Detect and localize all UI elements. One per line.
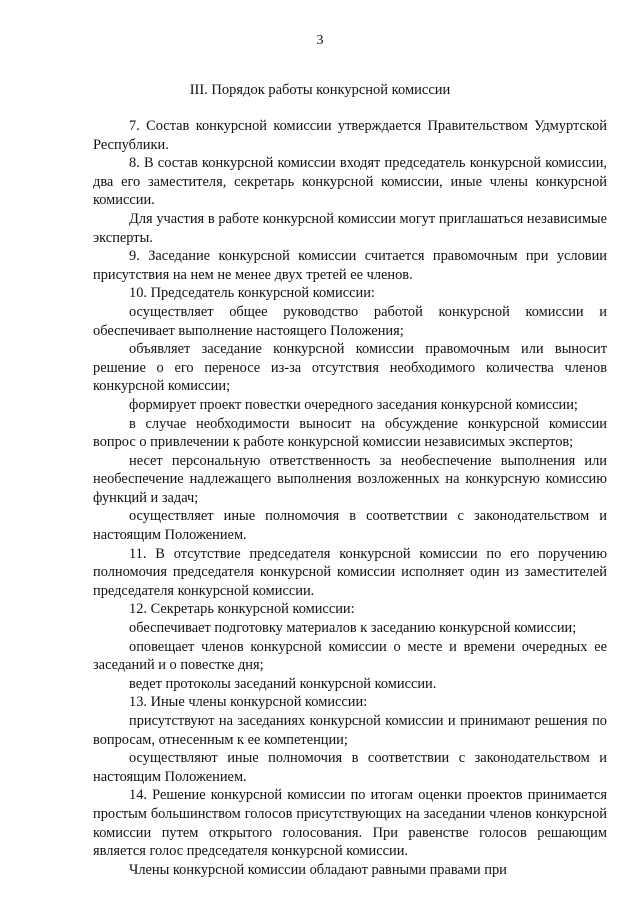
- paragraph-10-item-1: осуществляет общее руководство работой конкурсной комиссии и обеспечивает выполнение настоящего Положения;: [93, 303, 607, 339]
- paragraph-8: 8. В состав конкурсной комиссии входят председатель конкурсной комиссии, два его заместителя, секретарь конкурсной комиссии, иные члены конкурсной комиссии.: [93, 155, 607, 209]
- paragraph-10-item-5: несет персональную ответственность за необеспечение выполнения или необеспечение надлежащего выполнения возложенных на конкурсную комиссию функций и задач;: [93, 452, 607, 506]
- paragraph-13-item-2: осуществляют иные полномочия в соответствии с законодательством и настоящим Положением.: [93, 750, 607, 785]
- section-title: III. Порядок работы конкурсной комиссии: [189, 82, 451, 98]
- paragraph-10-item-6: осуществляет иные полномочия в соответствии с законодательством и настоящим Положением.: [93, 508, 607, 544]
- paragraph-9: 9. Заседание конкурсной комиссии считается правомочным при условии присутствия на нем не менее двух третей ее членов.: [93, 248, 607, 283]
- paragraph-14: 14. Решение конкурсной комиссии по итогам оценки проектов принимается простым большинством голосов присутствующих на заседании членов конкурсной комиссии путем открытого голосования. При равенстве голосов решающим является голос председателя конкурсной комиссии.: [93, 787, 607, 860]
- page-number: 3: [316, 33, 324, 48]
- paragraph-7: 7. Состав конкурсной комиссии утверждается Правительством Удмуртской Республики.: [93, 118, 607, 153]
- paragraph-12-item-2: оповещает членов конкурсной комиссии о месте и времени очередных ее заседаний и о повестке дня;: [93, 638, 607, 674]
- paragraph-10-item-3: формирует проект повестки очередного заседания конкурсной комиссии;: [129, 396, 578, 413]
- paragraph-10: 10. Председатель конкурсной комиссии:: [129, 285, 375, 302]
- paragraph-11: 11. В отсутствие председателя конкурсной комиссии по его поручению полномочия председателя конкурсной комиссии исполняет один из заместителей председателя конкурсной комиссии.: [93, 545, 607, 599]
- paragraph-13: 13. Иные члены конкурсной комиссии:: [129, 694, 368, 711]
- paragraph-12-item-1: обеспечивает подготовку материалов к заседанию конкурсной комиссии;: [129, 620, 577, 637]
- paragraph-8-experts: Для участия в работе конкурсной комиссии могут приглашаться независимые эксперты.: [93, 210, 607, 246]
- paragraph-12-item-3: ведет протоколы заседаний конкурсной комиссии.: [129, 675, 437, 692]
- paragraph-12: 12. Секретарь конкурсной комиссии:: [129, 601, 355, 618]
- document-body: [93, 117, 607, 879]
- paragraph-13-item-1: присутствуют на заседаниях конкурсной комиссии и принимают решения по вопросам, отнесенным к ее компетенции;: [93, 713, 607, 748]
- paragraph-10-item-2: объявляет заседание конкурсной комиссии правомочным или выносит решение о его переносе из-за отсутствия необходимого количества членов конкурсной комиссии;: [93, 341, 607, 395]
- paragraph-10-item-4: в случае необходимости выносит на обсуждение конкурсной комиссии вопрос о привлечении к работе конкурсной комиссии независимых экспертов;: [93, 415, 607, 451]
- paragraph-14-members: Члены конкурсной комиссии обладают равными правами при: [129, 861, 507, 878]
